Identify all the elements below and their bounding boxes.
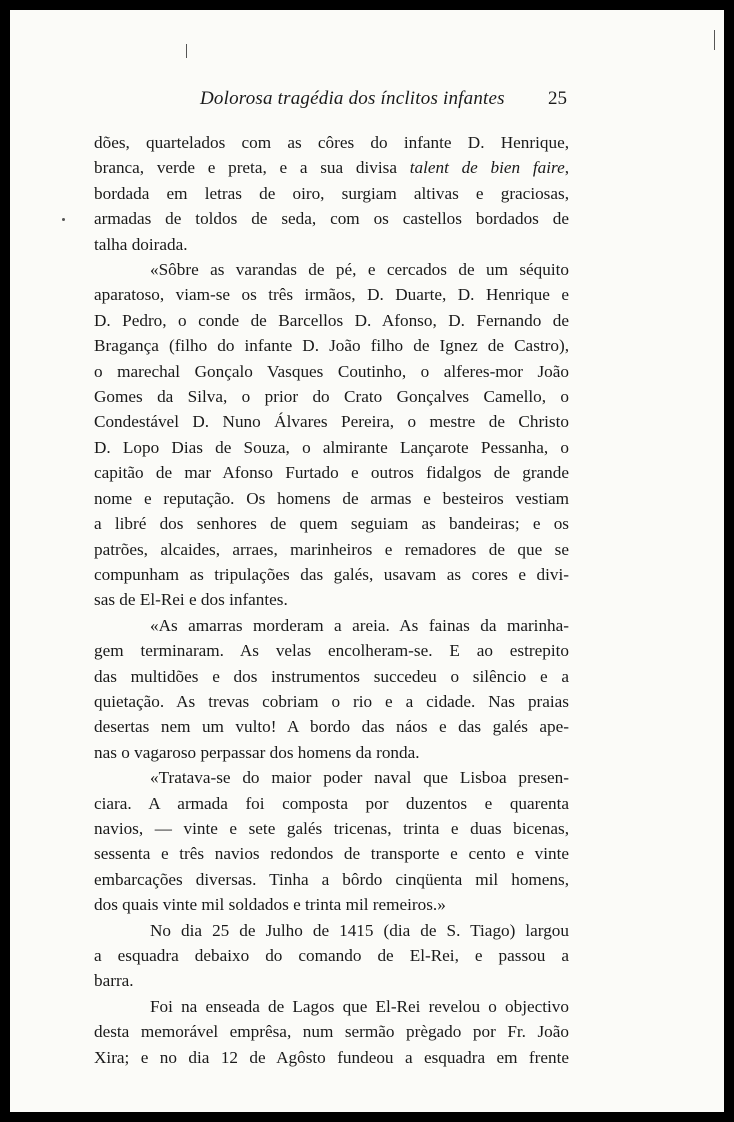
text-line: desertas nem um vulto! A bordo das náos e das galés ape-	[94, 717, 569, 737]
paragraph-p5	[94, 918, 569, 994]
text-line: navios, — vinte e sete galés tricenas, trinta e duas bicenas,	[94, 818, 569, 838]
text-line: desta memorável emprêsa, num sermão prègado por Fr. João	[94, 1022, 569, 1042]
scan-speck	[714, 30, 715, 50]
text-line: Condestável D. Nuno Álvares Pereira, o mestre de Christo	[94, 412, 569, 432]
book-page	[10, 10, 724, 1112]
motto-italic: talent de bien faire	[409, 158, 565, 178]
text-line: Xira; e no dia 12 de Agôsto fundeou a esquadra em frente	[94, 1047, 569, 1067]
paragraph-p2	[94, 257, 569, 613]
text-line: «Sôbre as varandas de pé, e cercados de um séquito	[150, 260, 569, 280]
text-line: D. Lopo Dias de Souza, o almirante Lançarote Pessanha, o	[94, 437, 569, 457]
text-line: bordada em letras de oiro, surgiam altivas e graciosas,	[94, 183, 569, 203]
text-line: sas de El-Rei e dos infantes.	[94, 590, 288, 610]
text-line: sessenta e três navios redondos de transporte e cento e vinte	[94, 844, 569, 864]
running-header	[10, 88, 724, 118]
text-line: a libré dos senhores de quem seguiam as bandeiras; e os	[94, 514, 569, 534]
text-line: dos quais vinte mil soldados e trinta mil remeiros.»	[94, 895, 446, 915]
text-line: aparatoso, viam-se os três irmãos, D. Duarte, D. Henrique e	[94, 285, 569, 305]
text-line: armadas de toldos de seda, com os castellos bordados de	[94, 209, 569, 229]
text-line: branca, verde e preta, e a sua divisa talent de bien faire,	[94, 158, 569, 178]
text-line: das multidões e dos instrumentos succedeu o silêncio e a	[94, 666, 569, 686]
text-line: Gomes da Silva, o prior do Crato Gonçalves Camello, o	[94, 387, 569, 407]
text-line: patrões, alcaides, arraes, marinheiros e remadores de que se	[94, 539, 569, 559]
text-line: nome e reputação. Os homens de armas e besteiros vestiam	[94, 488, 569, 508]
paragraph-p6	[94, 994, 569, 1070]
text-line: D. Pedro, o conde de Barcellos D. Afonso, D. Fernando de	[94, 310, 569, 330]
paragraph-p1	[94, 130, 569, 257]
text-line: ciara. A armada foi composta por duzentos e quarenta	[94, 793, 569, 813]
text-line: compunham as tripulações das galés, usavam as cores e divi-	[94, 564, 569, 584]
text-line: o marechal Gonçalo Vasques Coutinho, o alferes-mor João	[94, 361, 569, 381]
scan-speck	[62, 218, 65, 221]
text-line: quietação. As trevas cobriam o rio e a cidade. Nas praias	[94, 691, 569, 711]
body-text	[94, 130, 569, 1070]
running-title: Dolorosa tragédia dos ínclitos infantes	[200, 88, 505, 109]
text-line: dões, quartelados com as côres do infante D. Henrique,	[94, 133, 569, 152]
text-line: embarcações diversas. Tinha a bôrdo cinqüenta mil homens,	[94, 869, 569, 889]
text-line: nas o vagaroso perpassar dos homens da ronda.	[94, 742, 420, 762]
text-line: No dia 25 de Julho de 1415 (dia de S. Tiago) largou	[150, 920, 569, 940]
text-line: «As amarras morderam a areia. As fainas da marinha-	[150, 615, 569, 635]
text-line: barra.	[94, 971, 134, 991]
text-line: capitão de mar Afonso Furtado e outros fidalgos de grande	[94, 463, 569, 483]
scan-speck	[186, 44, 187, 58]
text-line: Bragança (filho do infante D. João filho de Ignez de Castro),	[94, 336, 569, 356]
text-line: gem terminaram. As velas encolheram-se. E ao estrepito	[94, 641, 569, 661]
paragraph-p4	[94, 765, 569, 917]
paragraph-p3	[94, 613, 569, 765]
page-number: 25	[548, 88, 567, 109]
text-line: a esquadra debaixo do comando de El-Rei, e passou a	[94, 946, 569, 965]
text-line: talha doirada.	[94, 234, 188, 254]
text-line: Foi na enseada de Lagos que El-Rei revelou o objectivo	[150, 996, 569, 1016]
text-line: «Tratava-se do maior poder naval que Lisboa presen-	[150, 768, 569, 788]
